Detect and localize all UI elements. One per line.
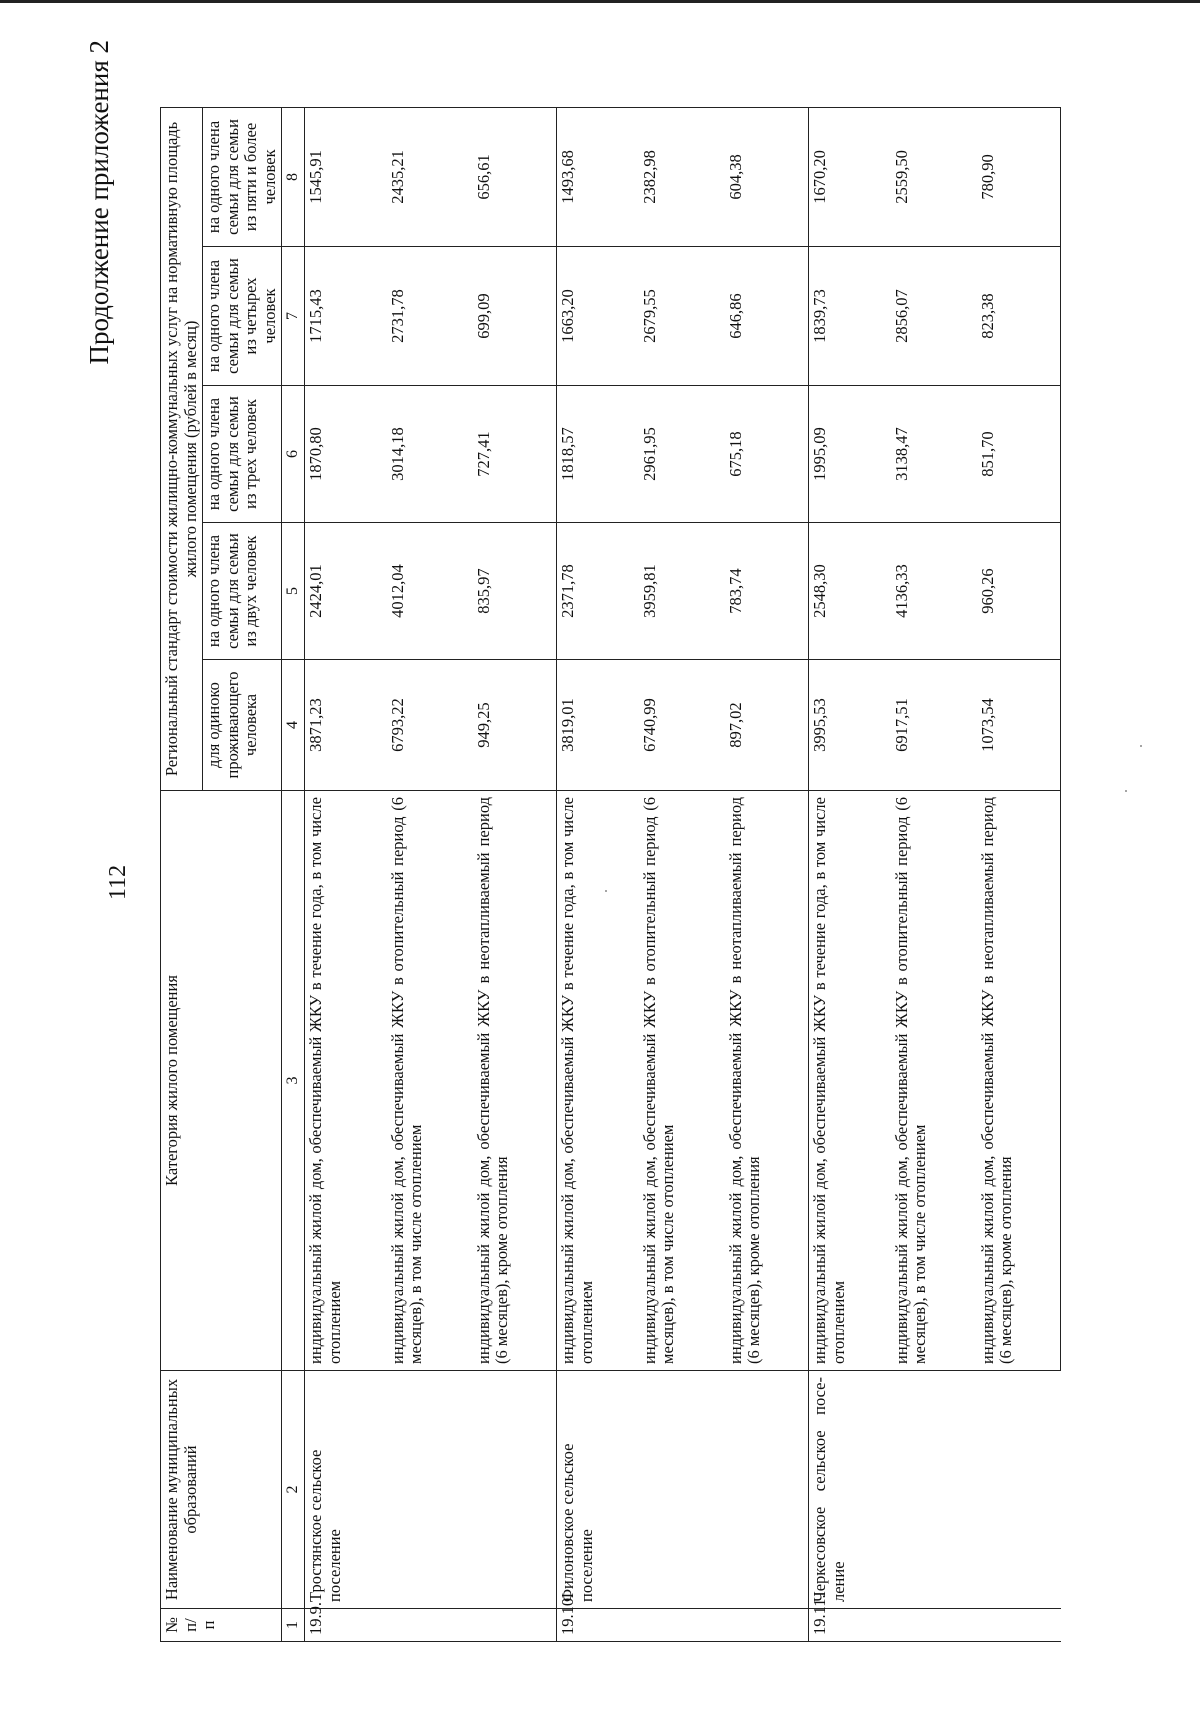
- value-cell: 604,38: [725, 107, 809, 246]
- category-cell: индивидуальный жилой дом, обеспечиваемый ЖКУ в течение года, в том числе отоплением: [809, 791, 891, 1371]
- value-cell: 675,18: [725, 386, 809, 523]
- value-cell: 646,86: [725, 247, 809, 386]
- value-cell: 960,26: [977, 523, 1061, 660]
- value-cell: 3819,01: [557, 660, 639, 791]
- value-cell: 699,09: [473, 247, 557, 386]
- continuation-heading: Продолжение приложения 2: [84, 40, 114, 365]
- value-cell: 2382,98: [639, 107, 725, 246]
- value-cell: 1839,73: [809, 247, 891, 386]
- header-family-of-two: на одного члена семьи для семьи из двух человек: [203, 523, 282, 660]
- column-number: 3: [282, 791, 305, 1371]
- value-cell: 3995,53: [809, 660, 891, 791]
- category-cell: индивидуальный жилой дом, обеспечиваемый ЖКУ в неотапливаемый период (6 месяцев), кроме отопления: [473, 791, 557, 1371]
- category-cell: индивидуальный жилой дом, обеспечиваемый ЖКУ в неотапливаемый период (6 месяцев), кроме отопления: [725, 791, 809, 1371]
- value-cell: 835,97: [473, 523, 557, 660]
- category-cell: индивидуальный жилой дом, обеспечиваемый ЖКУ в отопительный период (6 месяцев), в том числе отоплением: [387, 791, 473, 1371]
- column-number-row: [282, 107, 305, 1641]
- value-cell: 727,41: [473, 386, 557, 523]
- column-number: 7: [282, 247, 305, 386]
- header-single-person: для одиноко проживающего человека: [203, 660, 282, 791]
- value-cell: 2856,07: [891, 247, 977, 386]
- value-cell: 2731,78: [387, 247, 473, 386]
- value-cell: 780,90: [977, 107, 1061, 246]
- value-cell: 3871,23: [305, 660, 387, 791]
- value-cell: 4012,04: [387, 523, 473, 660]
- value-cell: 2435,21: [387, 107, 473, 246]
- header-family-of-four: на одного члена семьи для семьи из четырех человек: [203, 247, 282, 386]
- column-number: 1: [282, 1609, 305, 1642]
- column-number: 2: [282, 1371, 305, 1609]
- value-cell: 1545,91: [305, 107, 387, 246]
- value-cell: 1818,57: [557, 386, 639, 523]
- header-regional-standard: Региональный стандарт стоимости жилищно-коммунальных услуг на нормативную площадь жилого помещения (рублей в месяц): [161, 107, 203, 790]
- category-cell: индивидуальный жилой дом, обеспечиваемый ЖКУ в течение года, в том числе отоплением: [305, 791, 387, 1371]
- value-cell: 3014,18: [387, 386, 473, 523]
- column-number: 5: [282, 523, 305, 660]
- value-cell: 1870,80: [305, 386, 387, 523]
- value-cell: 949,25: [473, 660, 557, 791]
- value-cell: 6917,51: [891, 660, 977, 791]
- value-cell: 6740,99: [639, 660, 725, 791]
- value-cell: 656,61: [473, 107, 557, 246]
- page-number: 112: [105, 864, 131, 900]
- value-cell: 1663,20: [557, 247, 639, 386]
- value-cell: 1715,43: [305, 247, 387, 386]
- value-cell: 897,02: [725, 660, 809, 791]
- value-cell: 2961,95: [639, 386, 725, 523]
- value-cell: 1670,20: [809, 107, 891, 246]
- value-cell: 2424,01: [305, 523, 387, 660]
- column-number: 4: [282, 660, 305, 791]
- category-cell: индивидуальный жилой дом, обеспечиваемый ЖКУ в течение года, в том числе отоплением: [557, 791, 639, 1371]
- row-number: 19.10.: [557, 1609, 809, 1642]
- header-family-of-three: на одного члена семьи для семьи из трех человек: [203, 386, 282, 523]
- table-row: [305, 107, 387, 1641]
- row-number: 19.9.: [305, 1609, 557, 1642]
- municipality-name: Тростянское сельское поселение: [305, 1371, 557, 1609]
- header-family-of-five-plus: на одного члена семьи для семьи из пяти и более человек: [203, 107, 282, 246]
- column-number: 8: [282, 107, 305, 246]
- table-row: [809, 107, 891, 1641]
- column-number: 6: [282, 386, 305, 523]
- category-cell: индивидуальный жилой дом, обеспечиваемый ЖКУ в отопительный период (6 месяцев), в том числе отоплением: [639, 791, 725, 1371]
- municipality-name: Филоновское сельское поселение: [557, 1371, 809, 1609]
- value-cell: 1073,54: [977, 660, 1061, 791]
- value-cell: 3138,47: [891, 386, 977, 523]
- value-cell: 4136,33: [891, 523, 977, 660]
- row-number: 19.11.: [809, 1609, 1061, 1642]
- municipality-name: Черкесовское сельское посе-ление: [809, 1371, 1061, 1609]
- category-cell: индивидуальный жилой дом, обеспечиваемый ЖКУ в отопительный период (6 месяцев), в том числе отоплением: [891, 791, 977, 1371]
- value-cell: 851,70: [977, 386, 1061, 523]
- table-row: [557, 107, 639, 1641]
- value-cell: 2679,55: [639, 247, 725, 386]
- header-category: Категория жилого помещения: [161, 791, 282, 1371]
- category-cell: индивидуальный жилой дом, обеспечиваемый ЖКУ в неотапливаемый период (6 месяцев), кроме отопления: [977, 791, 1061, 1371]
- value-cell: 2548,30: [809, 523, 891, 660]
- value-cell: 3959,81: [639, 523, 725, 660]
- value-cell: 2559,50: [891, 107, 977, 246]
- header-row-number: № п/п: [161, 1609, 282, 1642]
- value-cell: 823,38: [977, 247, 1061, 386]
- value-cell: 1995,09: [809, 386, 891, 523]
- value-cell: 1493,68: [557, 107, 639, 246]
- tariff-table: [160, 107, 1061, 1642]
- value-cell: 6793,22: [387, 660, 473, 791]
- header-municipality: Наименование муниципальных образований: [161, 1371, 282, 1609]
- value-cell: 2371,78: [557, 523, 639, 660]
- value-cell: 783,74: [725, 523, 809, 660]
